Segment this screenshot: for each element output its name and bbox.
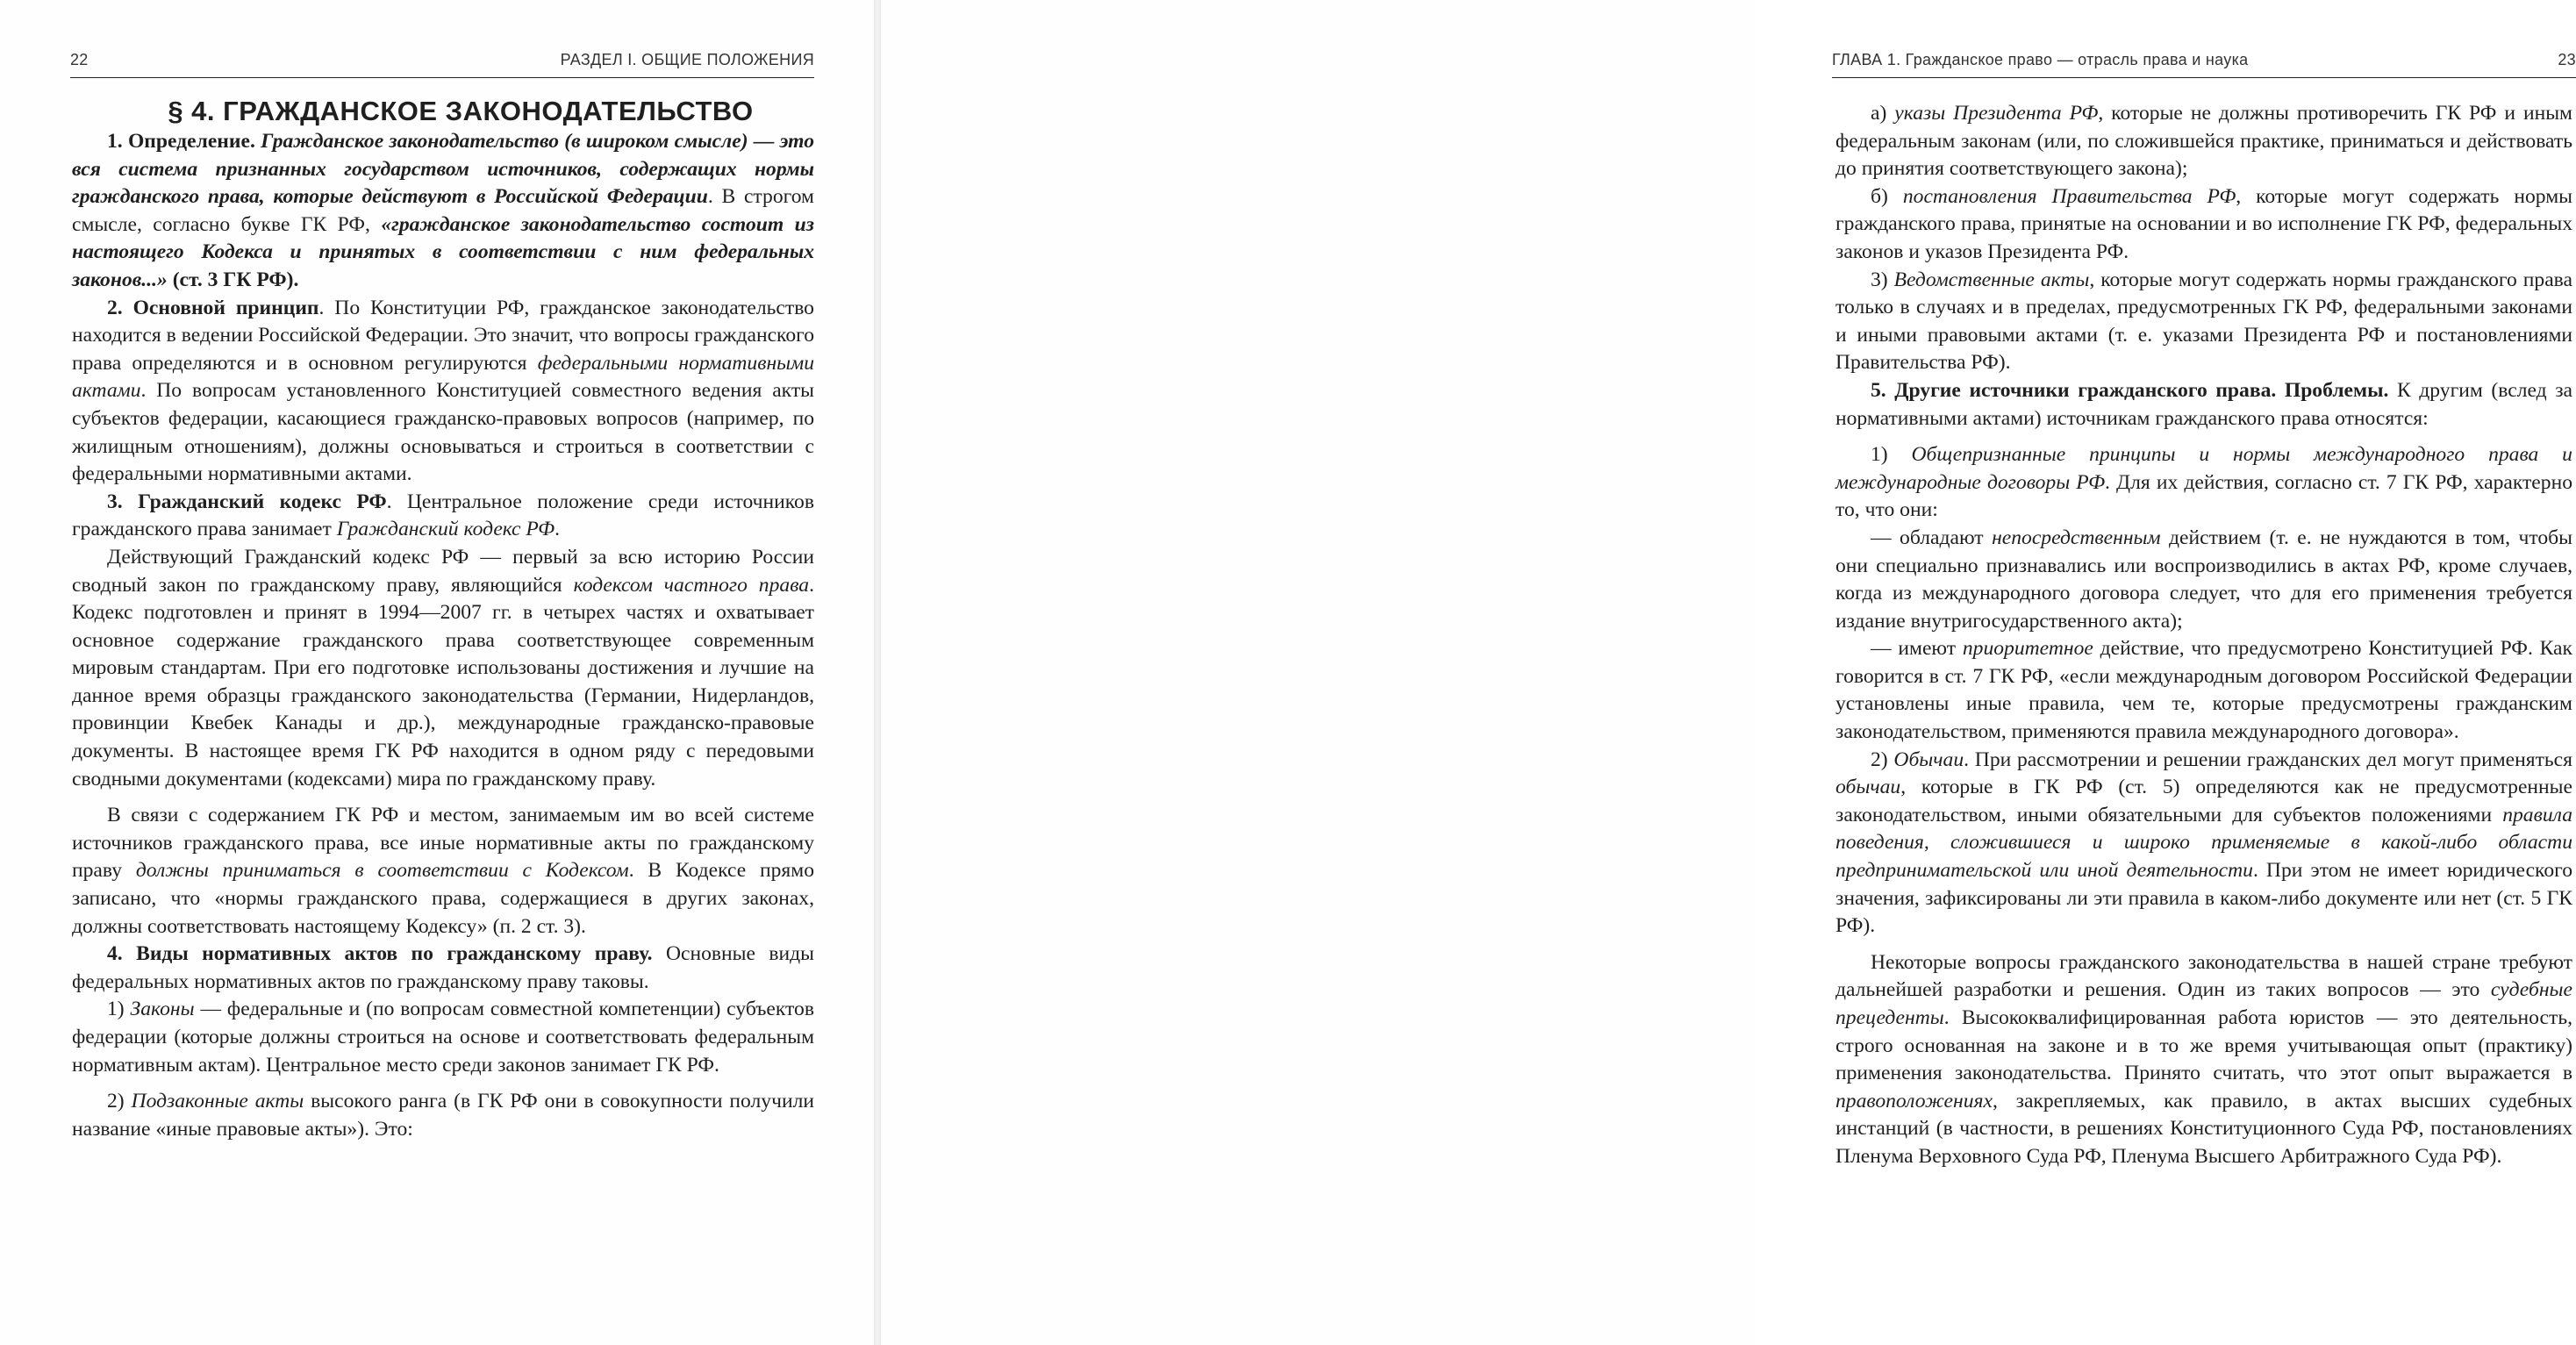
section-title: § 4. ГРАЖДАНСКОЕ ЗАКОНОДАТЕЛЬСТВО	[168, 96, 754, 126]
other-sources-heading: 5. Другие источники гражданского права. Проблемы.	[1871, 378, 2389, 402]
priority-italic: приоритетное	[1962, 637, 2093, 661]
principle-text-b: . По вопросам установленного Конституцией совместного ведения акты субъектов федерации, касающиеся гражданско-правовых вопросов (например, по жилищным отношениям), должны основываться и строиться в соответствии с федеральными нормативными актами.	[72, 379, 814, 486]
act-types-text: Основные виды федеральных нормативных актов по гражданскому праву таковы.	[72, 942, 814, 993]
decrees-text: , которые не должны противоречить ГК РФ и иным федеральным законам (или, по сложившейся практике, приниматься и действовать до принятия соответствующего закона);	[1835, 102, 2572, 181]
precedents-text-a: Некоторые вопросы гражданского законодательства в нашей стране требуют дальнейшей разработки и решения. Один из таких вопросов — это	[1835, 950, 2572, 1002]
precedents-text-c: , закрепляемых, как правило, в актах высших судебных инстанций (в частности, в решениях Конституционного Суда РФ, постановлениях Пленума Верховного Суда РФ, Пленума Высшего Арбитражного Суда РФ).	[1835, 1089, 2572, 1168]
civil-code-end: .	[555, 518, 560, 541]
bylaws-text: высокого ранга (в ГК РФ они в совокупности получили название «иные правовые акты»). Это:	[72, 1090, 814, 1141]
international-number: 1)	[1871, 443, 1888, 467]
paragraph-civil-code	[72, 489, 814, 544]
right-running-title: ГЛАВА 1. Гражданское право — отрасль права и наука	[1832, 51, 2249, 68]
paragraph-definition	[72, 128, 814, 295]
laws-number: 1)	[107, 998, 125, 1021]
direct-effect-text-a: — обладают	[1871, 526, 1984, 549]
other-sources-text: К другим (вслед за нормативными актами) источникам гражданского права относятся:	[1835, 378, 2572, 430]
customs-italic-3: правила поведения, сложившиеся и широко применяемые в какой-либо области предпринимательской или иной деятельности	[1835, 803, 2572, 883]
code-content-italic: должны приниматься в соответствии с Кодексом	[135, 859, 629, 883]
definition-heading: 1. Определение.	[107, 130, 255, 153]
direct-effect-text-b: действием (т. е. не нуждаются в том, чтобы они специально признавались или воспроизводились в актах РФ, кроме случаев, когда из международного договора следует, что для его применения требуется издание внутригосударственного акта);	[1835, 526, 2572, 633]
right-page-body	[1835, 100, 2572, 1171]
bylaws-number: 2)	[107, 1090, 125, 1113]
departmental-text: , которые могут содержать нормы гражданского права только в случаях и в пределах, предусмотренных ГК РФ, федеральными законами и иными правовыми актами (т. е. указами Президента РФ и постановлениями Правительства РФ).	[1835, 268, 2572, 375]
precedents-italic: судебные прецеденты	[1835, 978, 2572, 1029]
right-page	[881, 0, 2576, 1345]
definition-reference: (ст. 3 ГК РФ).	[172, 268, 299, 291]
paragraph-other-sources	[1835, 377, 2572, 433]
direct-effect-italic: непосредственным	[1992, 526, 2161, 549]
current-code-text-b: . Кодекс подготовлен и принят в 1994—2007 гг. в четырех частях и охватывает основное содержание гражданского права соответствующее современным мировым стандартам. При его подготовке использованы достижения и лучшие на данное время образцы гражданского законодательства (Германии, Нидерландов, провинции Квебек Канады и др.), международные гражданско-правовые документы. В настоящее время ГК РФ находится в одном ряду с передовыми сводными документами (кодексами) мира по гражданскому праву.	[72, 573, 814, 791]
principle-text-a: . По Конституции РФ, гражданское законодательство находится в ведении Российской Федерации. Это значит, что вопросы гражданского права определяются и в основном регулируются	[72, 296, 814, 375]
definition-quote: «гражданское законодательство состоит из настоящего Кодекса и принятых в соответствии с ним федеральных законов...»	[72, 212, 814, 291]
customs-text-b: , которые в ГК РФ (ст. 5) определяются как не предусмотренные законодательством, иными обязательными для субъектов положениями	[1835, 776, 2572, 826]
paragraph-decrees	[1835, 100, 2572, 183]
paragraph-code-content	[72, 802, 814, 941]
paragraph-current-code	[72, 544, 814, 793]
bylaws-italic: Подзаконные акты	[131, 1090, 304, 1113]
current-code-text-a: Действующий Гражданский кодекс РФ — первый за всю историю России сводный закон по гражданскому праву, являющийся	[72, 545, 814, 597]
paragraph-act-types	[72, 941, 814, 996]
left-page	[0, 0, 874, 1345]
departmental-italic: Ведомственные акты	[1893, 268, 2090, 291]
paragraph-laws	[72, 996, 814, 1079]
left-running-head	[70, 51, 814, 78]
laws-italic: Законы	[130, 998, 195, 1021]
decrees-number: а)	[1871, 102, 1887, 125]
paragraph-resolutions	[1835, 183, 2572, 267]
resolutions-text: , которые могут содержать нормы гражданского права, принятые на основании и во исполнение ГК РФ, федеральных законов и указов Президента РФ.	[1835, 184, 2572, 263]
current-code-italic: кодексом частного права	[573, 573, 810, 597]
book-gutter	[874, 0, 881, 1345]
decrees-italic: указы Президента РФ	[1894, 102, 2099, 125]
laws-text: — федеральные и (по вопросам совместной компетенции) субъектов федерации (которые должны строиться на основе и соответствовать федеральным нормативным актам). Центральное место среди законов занимает ГК РФ.	[72, 998, 814, 1077]
priority-text-a: — имеют	[1871, 637, 1957, 661]
left-page-number: 22	[70, 51, 89, 68]
paragraph-priority	[1835, 635, 2572, 746]
definition-mid: . В строгом смысле, согласно букве ГК РФ,	[72, 185, 814, 236]
paragraph-departmental-acts	[1835, 267, 2572, 377]
right-running-head	[1832, 51, 2576, 78]
customs-italic-2: обычаи	[1835, 776, 1901, 799]
paragraph-precedents	[1835, 949, 2572, 1171]
paragraph-principle	[72, 295, 814, 489]
paragraph-international	[1835, 441, 2572, 525]
resolutions-number: б)	[1871, 184, 1888, 208]
departmental-number: 3)	[1871, 268, 1888, 291]
precedents-text-b: . Высококвалифицированная работа юристов — это деятельность, строго основанная на законе и в то же время учитывающая опыт (практику) применения законодательства. Принято считать, что этот опыт выражается в	[1835, 1006, 2572, 1085]
paragraph-bylaws	[72, 1088, 814, 1143]
civil-code-text: . Центральное положение среди источников гражданского права занимает	[72, 490, 814, 541]
act-types-heading: 4. Виды нормативных актов по гражданскому праву.	[107, 942, 653, 966]
paragraph-customs	[1835, 747, 2572, 941]
paragraph-direct-effect	[1835, 525, 2572, 635]
resolutions-italic: постановления Правительства РФ	[1902, 184, 2236, 208]
international-text: . Для их действия, согласно ст. 7 ГК РФ, характерно то, что они:	[1835, 470, 2572, 522]
principle-italic: федеральными нормативными актами	[72, 351, 814, 403]
left-page-body	[72, 95, 814, 1143]
civil-code-italic: Гражданский кодекс РФ	[336, 518, 555, 541]
code-content-text-a: В связи с содержанием ГК РФ и местом, занимаемым им во всей системе источников гражданского права, все иные нормативные акты по гражданскому праву	[72, 804, 814, 883]
international-italic: Общепризнанные принципы и нормы международного права и международные договоры РФ	[1835, 443, 2572, 494]
principle-heading: 2. Основной принцип	[107, 296, 319, 319]
customs-text-a: . При рассмотрении и решении гражданских дел могут применяться	[1964, 748, 2572, 771]
civil-code-heading: 3. Гражданский кодекс РФ	[107, 490, 387, 513]
customs-text-c: . При этом не имеет юридического значения, зафиксированы ли эти правила в каком-либо документе или нет (ст. 5 ГК РФ).	[1835, 859, 2572, 938]
left-running-title: РАЗДЕЛ I. ОБЩИЕ ПОЛОЖЕНИЯ	[560, 51, 814, 68]
priority-text-b: действие, что предусмотрено Конституцией РФ. Как говорится в ст. 7 ГК РФ, «если международным договором Российской Федерации установлены иные правила, чем те, которые предусмотрены гражданским законодательством, применяются правила международного договора».	[1835, 637, 2572, 744]
definition-text: Гражданское законодательство (в широком смысле) — это вся система признанных государством источников, содержащих нормы гражданского права, которые действуют в Российской Федерации	[72, 130, 814, 209]
customs-italic: Обычаи	[1893, 748, 1964, 771]
code-content-text-b: . В Кодексе прямо записано, что «нормы гражданского права, содержащиеся в других законах, должны соответствовать настоящему Кодексу» (п. 2 ст. 3).	[72, 859, 814, 938]
customs-number: 2)	[1871, 748, 1888, 771]
right-page-number: 23	[2558, 51, 2576, 68]
precedents-italic-2: правоположениях	[1835, 1089, 1993, 1112]
